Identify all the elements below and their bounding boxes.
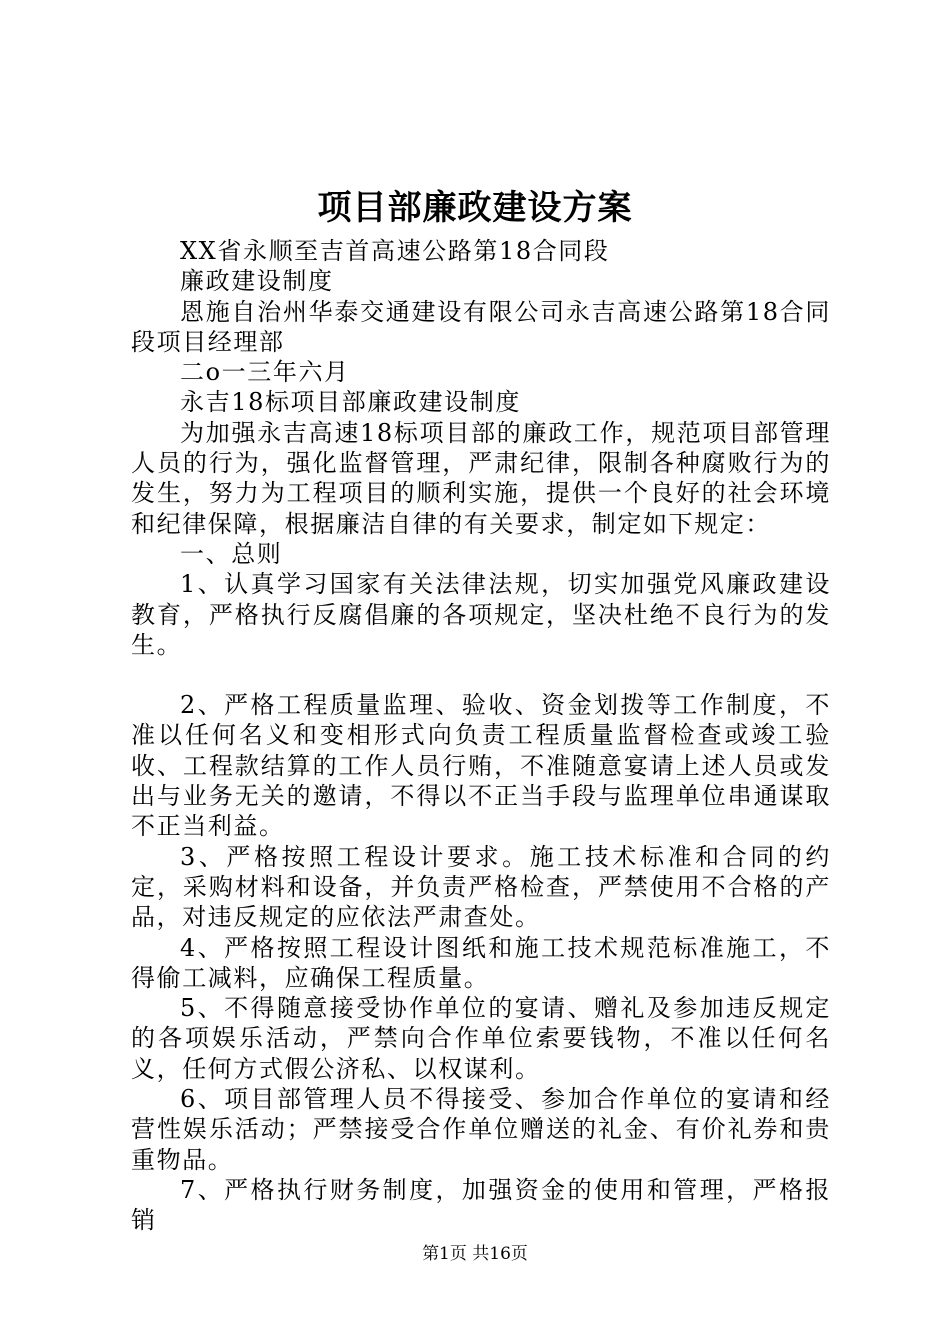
paragraph-intro: 为加强永吉高速18标项目部的廉政工作，规范项目部管理人员的行为，强化监督管理，严肃纪律，限制各种腐败行为的发生，努力为工程项目的顺利实施，提供一个良好的社会环境和纪律保障，根据廉洁自律的有关要求，制定如下规定： — [131, 418, 831, 538]
paragraph-section-title: 永吉18标项目部廉政建设制度 — [180, 388, 521, 417]
paragraph-heading-general: 一、总则 — [180, 539, 283, 568]
paragraph-rule-6: 6、项目部管理人员不得接受、参加合作单位的宴请和经营性娱乐活动；严禁接受合作单位赠送的礼金、有价礼券和贵重物品。 — [131, 1085, 831, 1174]
paragraph-spacer — [131, 660, 831, 690]
paragraph-rule-5: 5、不得随意接受协作单位的宴请、赠礼及参加违反规定的各项娱乐活动，严禁向合作单位索要钱物，不准以任何名义，任何方式假公济私、以权谋利。 — [131, 994, 831, 1083]
document-title: 项目部廉政建设方案 — [317, 188, 633, 228]
paragraph-rule-4: 4、严格按照工程设计图纸和施工技术规范标准施工，不得偷工减料，应确保工程质量。 — [131, 933, 831, 992]
paragraph-rule-2: 2、严格工程质量监理、验收、资金划拨等工作制度，不准以任何名义和变相形式向负责工程质量监督检查或竣工验收、工程款结算的工作人员行贿，不准随意宴请上述人员或发出与业务无关的邀请，不得以不正当手段与监理单位串通谋取不正当利益。 — [131, 691, 831, 841]
page-number: 第1页 共16页 — [422, 1244, 528, 1264]
paragraph-date: 二o一三年六月 — [180, 358, 350, 387]
paragraph-subtitle: 廉政建设制度 — [180, 267, 334, 296]
paragraph-project-name: XX省永顺至吉首高速公路第18合同段 — [180, 237, 610, 265]
paragraph-company: 恩施自治州华泰交通建设有限公司永吉高速公路第18合同段项目经理部 — [131, 297, 831, 356]
paragraph-rule-3: 3、严格按照工程设计要求。施工技术标准和合同的约定，采购材料和设备，并负责严格检查，严禁使用不合格的产品，对违反规定的应依法严肃查处。 — [131, 842, 831, 932]
paragraph-rule-1: 1、认真学习国家有关法律法规，切实加强党风廉政建设教育，严格执行反腐倡廉的各项规定，坚决杜绝不良行为的发生。 — [131, 570, 831, 659]
document-body — [131, 236, 831, 1236]
paragraph-rule-7: 7、严格执行财务制度，加强资金的使用和管理，严格报销 — [131, 1175, 831, 1235]
